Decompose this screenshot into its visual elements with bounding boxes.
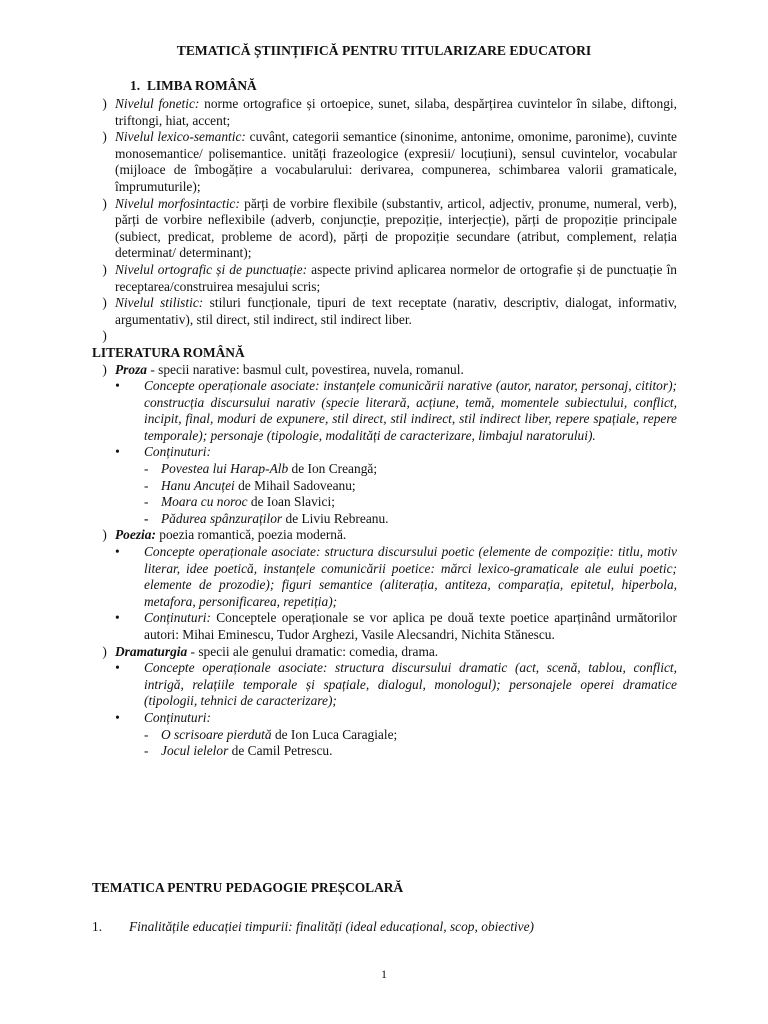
concepts-text: Concepte operaționale asociate: instanțele comunicării narative (autor, narator, personaj, cititor); construcția discursului narativ (specie literară, acțiune, temă, momentele subiectului, conflict, incipit, final, moduri de expunere, stil direct, stil indirect, stil indirect liber, repere spațiale, repere temporale); personaje (tipologie, modalități de caracterizare, limbajul naratorului). xyxy=(144,378,677,443)
work-item xyxy=(92,727,677,744)
work-author: de Camil Petrescu. xyxy=(228,743,333,759)
item-text: stiluri funcționale, tipuri de text receptate (narativ, descriptiv, dialogat, informativ, argumentativ), stil direct, stil indirect, stil indirect liber. xyxy=(115,295,677,327)
work-title: O scrisoare pierdută xyxy=(161,726,272,742)
poezia-text: poezia romantică, poezia modernă. xyxy=(155,527,347,543)
work-item xyxy=(92,461,677,478)
item-text: cuvânt, categorii semantice (sinonime, antonime, omonime, paronime), cuvinte monosemantice/ polisemantice. unități frazeologice (expresii/ locuțiuni), sensul cuvintelor, vocabular (mijloace de îmbogățire a vocabularului: derivarea, compunerea, schimbarea valorii gramaticale, împrumuturile); xyxy=(115,129,678,194)
dramaturgia-contents xyxy=(92,710,677,727)
checkbox-symbol-icon: ) xyxy=(92,195,97,211)
section-label: LIMBA ROMÂNĂ xyxy=(147,78,257,93)
bullet-icon: • xyxy=(115,610,120,626)
dramaturgia-text: - specii ale genului dramatic: comedia, drama. xyxy=(187,643,439,659)
proza-contents xyxy=(92,444,677,461)
dash-icon: - xyxy=(144,726,149,742)
list-item xyxy=(92,262,677,295)
item-label: Nivelul fonetic: xyxy=(115,96,200,111)
poezia-item xyxy=(92,527,677,544)
dash-icon: - xyxy=(144,494,149,510)
item-label: Nivelul lexico-semantic: xyxy=(115,129,246,145)
page-number: 1 xyxy=(381,967,387,981)
checkbox-symbol-icon: ) xyxy=(92,129,97,145)
dash-icon: - xyxy=(144,461,149,477)
work-item xyxy=(92,743,677,760)
work-author: de Ioan Slavici; xyxy=(247,494,335,510)
dramaturgia-item xyxy=(92,644,677,661)
dash-icon: - xyxy=(144,743,149,759)
empty-list-item xyxy=(92,328,677,345)
dramaturgia-label: Dramaturgia xyxy=(115,643,188,659)
bullet-icon: • xyxy=(115,709,120,725)
document-title: TEMATICĂ ȘTIINȚIFICĂ PENTRU TITULARIZARE EDUCATORI xyxy=(176,43,592,58)
list-item xyxy=(92,129,677,195)
contents-label: Conținuturi: xyxy=(144,610,211,626)
bullet-icon: • xyxy=(115,660,120,676)
bullet-icon: • xyxy=(115,444,120,460)
work-title: Jocul ielelor xyxy=(161,743,229,759)
item-text: Finalitățile educației timpurii: finalități (ideal educațional, scop, obiective) xyxy=(129,919,534,934)
dash-icon: - xyxy=(144,510,149,526)
checkbox-symbol-icon: ) xyxy=(92,328,97,344)
work-title: Hanu Ancuței xyxy=(161,477,235,493)
list-item xyxy=(92,295,677,328)
checkbox-symbol-icon: ) xyxy=(92,527,97,543)
literature-heading: LITERATURA ROMÂNĂ xyxy=(92,344,245,360)
poezia-concepts xyxy=(92,544,677,610)
concepts-text: Concepte operaționale asociate: structura discursului poetic (elemente de compoziție: titlu, motiv literar, idee poetică, instanțele comunicării poetice: mărci lexico-gramaticale ale eului poetic; elemente de prozodie); figuri semantice (aliterația, antiteza, comparația, epitetul, hiperbola, metafora, personificarea, repetiția); xyxy=(144,544,677,609)
checkbox-symbol-icon: ) xyxy=(92,96,97,111)
pedagogy-item xyxy=(92,919,534,936)
item-label: Nivelul morfosintactic: xyxy=(115,195,240,211)
contents-text: Conceptele operaționale se vor aplica pe două texte poetice aparținând următorilor autori: Mihai Eminescu, Tudor Arghezi, Vasile Alecsandri, Nichita Stănescu. xyxy=(144,610,677,642)
dash-icon: - xyxy=(144,477,149,493)
checkbox-symbol-icon: ) xyxy=(92,295,97,311)
checkbox-symbol-icon: ) xyxy=(92,643,97,659)
work-title: Pădurea spânzuraților xyxy=(161,510,283,526)
work-author: de Mihail Sadoveanu; xyxy=(234,477,356,493)
proza-item xyxy=(92,362,677,379)
dramaturgia-concepts xyxy=(92,660,677,710)
list-item xyxy=(92,196,677,262)
concepts-text: Concepte operaționale asociate: structura discursului dramatic (act, scenă, tablou, conflict, intrigă, relațiile temporale și spațiale, dialogul, monologul); personajele operei dramatice (tipologii, tehnici de caracterizare); xyxy=(144,660,677,709)
work-author: de Ion Luca Caragiale; xyxy=(271,726,398,742)
item-text: norme ortografice și ortoepice, sunet, silaba, despărțirea cuvintelor în silabe, diftongi, triftongi, hiat, accent; xyxy=(115,96,677,128)
contents-label: Conținuturi: xyxy=(144,709,211,725)
section-heading-limba-romana xyxy=(130,78,257,95)
work-author: de Liviu Rebreanu. xyxy=(282,510,389,526)
list-item xyxy=(92,96,677,129)
limba-romana-list xyxy=(92,96,677,760)
item-number: 1. xyxy=(92,919,103,934)
item-label: Nivelul stilistic: xyxy=(115,295,204,311)
item-label: Nivelul ortografic și de punctuație: xyxy=(115,261,308,277)
bullet-icon: • xyxy=(115,544,120,560)
proza-concepts xyxy=(92,378,677,444)
contents-label: Conținuturi: xyxy=(144,444,211,460)
proza-text: - specii narative: basmul cult, povestirea, nuvela, romanul. xyxy=(147,361,464,377)
work-title: Moara cu noroc xyxy=(161,494,248,510)
work-title: Povestea lui Harap-Alb xyxy=(161,461,289,477)
work-item xyxy=(92,511,677,528)
section-number: 1. xyxy=(130,78,141,93)
work-item xyxy=(92,494,677,511)
item-text: aspecte privind aplicarea normelor de ortografie și de punctuație în receptarea/construirea mesajului scris; xyxy=(115,261,677,294)
work-item xyxy=(92,478,677,495)
proza-label: Proza xyxy=(115,361,147,377)
poezia-contents xyxy=(92,610,677,643)
work-author: de Ion Creangă; xyxy=(288,461,378,477)
bullet-icon: • xyxy=(115,378,120,394)
pedagogy-heading: TEMATICA PENTRU PEDAGOGIE PREȘCOLARĂ xyxy=(92,880,404,895)
item-text: părți de vorbire flexibile (substantiv, articol, adjectiv, pronume, numeral, verb), părți de vorbire neflexibile (adverb, conjuncție, prepoziție, interjecție), părți de propoziție principale (subiect, predicat, probleme de acord), părți de propoziție secundare (atribut, complement, relația determinat/ determinant); xyxy=(115,195,677,261)
checkbox-symbol-icon: ) xyxy=(92,261,97,277)
poezia-label: Poezia: xyxy=(115,527,156,543)
checkbox-symbol-icon: ) xyxy=(92,361,97,377)
